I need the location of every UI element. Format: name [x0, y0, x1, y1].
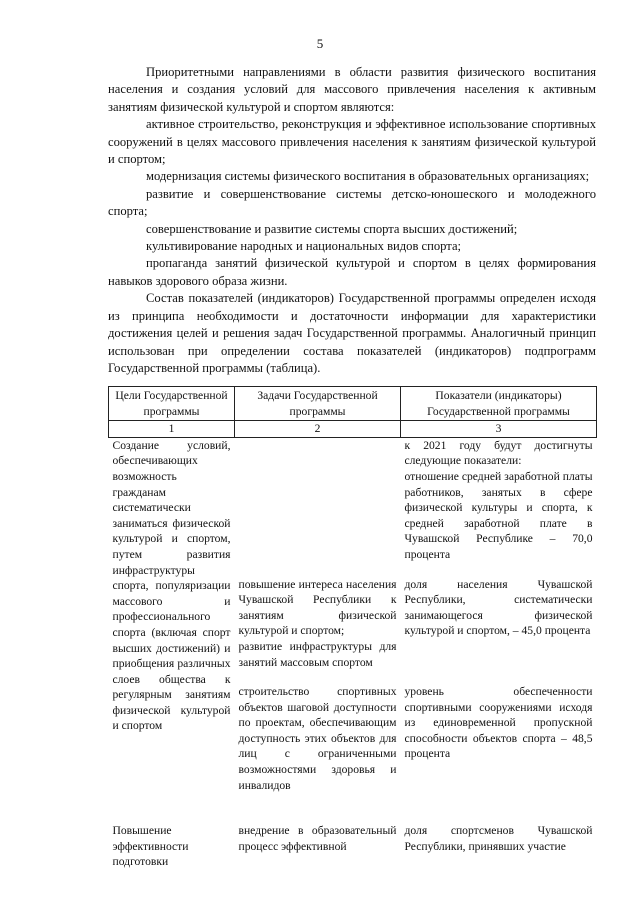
indicator-text: отношение средней заработной платы работников, занятых в сфере физической культуры и спорта, к средней заработной плате в Чувашской Республике – 70,0 процента: [404, 469, 593, 561]
table-row: [109, 793, 597, 870]
task-cell: внедрение в образовательный процесс эффективной: [238, 824, 397, 853]
column-number: 2: [235, 421, 401, 438]
header-indicators: Показатели (индикаторы) Государственной программы: [401, 387, 597, 421]
paragraph: Состав показателей (индикаторов) Государственной программы определен исходя из принципа необходимости и достаточности информации для характеристики достижения целей и решения задач Государственной программы. Аналогичный принцип использован при определении состава показателей (индикаторов) подпрограмм Государственной программы (таблица).: [108, 291, 596, 375]
task-cell-empty: [235, 437, 401, 562]
indicators-table: [108, 386, 597, 870]
paragraph: совершенствование и развитие системы спорта высших достижений;: [146, 221, 518, 236]
task-text: повышение интереса населения Чувашской Республики к занятиям физической культурой и спортом;: [238, 577, 397, 638]
table-row: [109, 437, 597, 562]
header-tasks: Задачи Государственной программы: [235, 387, 401, 421]
indicator-cell: уровень обеспеченности спортивными сооружениями исходя из единовременной пропускной способности объектов спорта – 48,5 процента: [404, 685, 593, 761]
column-number: 3: [401, 421, 597, 438]
table-header-row: [109, 387, 597, 421]
paragraph: культивирование народных и национальных видов спорта;: [146, 239, 462, 254]
indicator-cell: [401, 437, 597, 562]
column-number: 1: [109, 421, 235, 438]
indicator-cell: доля населения Чувашской Республики, систематически занимающегося физической культурой и спортом, – 45,0 процента: [404, 577, 593, 638]
header-goals: Цели Государственной программы: [109, 387, 235, 421]
paragraph: развитие и совершенствование системы детско-юношеского и молодежного спорта;: [108, 186, 596, 219]
paragraph: активное строительство, реконструкция и эффективное использование спортивных сооружений в целях массового привлечения населения к занятиям физической культурой и спортом;: [108, 117, 596, 167]
paragraph: пропаганда занятий физической культурой и спортом в целях формирования навыков здорового образа жизни.: [108, 256, 596, 288]
task-cell: строительство спортивных объектов шаговой доступности по проектам, обеспечивающим доступность этих объектов для лиц с ограниченными возможностями здоровья и инвалидов: [238, 685, 397, 792]
indicators-intro: к 2021 году будут достигнуты следующие показатели:: [404, 438, 593, 468]
column-number-row: [109, 421, 597, 438]
indicator-cell: доля спортсменов Чувашской Республики, принявших участие: [404, 824, 593, 853]
body-text: [108, 64, 596, 377]
task-cell: [235, 563, 401, 671]
paragraph: модернизация системы физического воспитания в образовательных организациях;: [146, 169, 590, 184]
paragraph: Приоритетными направлениями в области развития физического воспитания населения и создания условий для массового привлечения населения к активным занятиям физической культурой и спортом являются:: [108, 65, 596, 114]
task-text: развитие инфраструктуры для занятий массовым спортом: [238, 639, 397, 669]
page-number: 5: [316, 36, 324, 51]
goal-cell: Повышение эффективности подготовки: [112, 824, 189, 869]
goal-cell: Создание условий, обеспечивающих возможность гражданам систематически заниматься физической культурой и спортом, путем развития инфраструктуры спорта, популяризации массового и профессионального спорта (включая спорт высших достижений) и приобщения различных слоев общества к регулярным занятиям физической культурой и спортом: [112, 438, 231, 733]
